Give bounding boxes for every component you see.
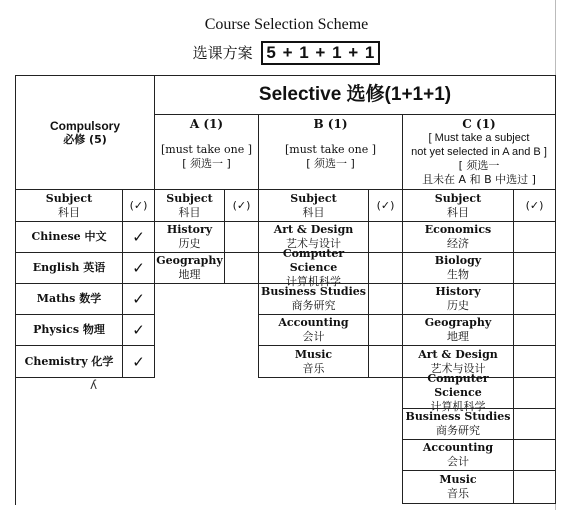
subject-header-b [258, 189, 369, 222]
a-check-cell[interactable] [224, 252, 259, 284]
c-check-cell[interactable] [513, 221, 556, 253]
group-c-label: C (1) [462, 117, 496, 131]
c-subject-cn: 艺术与设计 [430, 361, 486, 375]
subject-header-compulsory [15, 189, 123, 222]
compulsory-row-check[interactable] [122, 283, 155, 315]
group-b-note-en: [must take one ] [284, 143, 377, 156]
c-subject-cell [402, 408, 514, 440]
group-a-header [154, 114, 259, 190]
compulsory-row-name [15, 283, 123, 315]
a-subject-en: Geography [156, 254, 223, 267]
c-subject-en: Computer Science [427, 372, 489, 399]
c-subject-en: Geography [424, 316, 492, 329]
scheme-label: 选课方案 [192, 44, 253, 62]
checkmark-icon: ✓ [132, 228, 145, 246]
b-check-cell[interactable] [368, 345, 403, 378]
compulsory-subject-label: Physics 物理 [33, 323, 105, 336]
b-subject-cn: 艺术与设计 [286, 237, 341, 250]
checkmark-icon: ✓ [132, 352, 145, 371]
a-subject-cn: 历史 [178, 237, 201, 250]
subject-header-cn: 科目 [447, 205, 469, 219]
c-subject-cell [402, 470, 514, 504]
c-subject-en: Business Studies [405, 410, 511, 423]
c-subject-cell [402, 372, 514, 413]
a-subject-cell [154, 252, 225, 284]
c-subject-cell [402, 314, 514, 346]
compulsory-title: Compulsory [49, 118, 120, 133]
compulsory-subject-label: Chemistry 化学 [24, 354, 114, 368]
compulsory-header [15, 75, 155, 190]
group-b-header [258, 114, 403, 190]
b-subject-cn: 商务研究 [291, 299, 336, 312]
group-c-note-cn2: 且未在 A 和 B 中选过 ] [422, 173, 536, 186]
c-subject-cn: 会计 [447, 455, 469, 468]
subject-header-en: Subject [290, 191, 337, 205]
c-subject-cn: 音乐 [447, 487, 469, 500]
compulsory-row-check[interactable] [122, 345, 155, 378]
selective-header [154, 75, 556, 115]
b-check-cell[interactable] [368, 283, 403, 315]
compulsory-row-name [15, 314, 123, 346]
group-c-note-line2: not yet selected in A and B ] [411, 146, 547, 158]
b-subject-en: Computer Science [282, 247, 345, 274]
document-left-border [15, 377, 16, 505]
c-subject-cn: 经济 [447, 237, 469, 250]
c-subject-cn: 历史 [447, 299, 469, 312]
subject-header-cn: 科目 [178, 205, 201, 219]
group-b-label: B (1) [313, 117, 348, 131]
c-subject-cell [402, 439, 514, 471]
c-subject-cell [402, 283, 514, 315]
selective-title: Selective 选修(1+1+1) [258, 84, 452, 105]
c-subject-cell [402, 252, 514, 284]
b-subject-cell [258, 345, 369, 378]
subject-header-en: Subject [45, 191, 93, 205]
compulsory-row-name [15, 345, 123, 378]
b-subject-cell [258, 247, 369, 288]
c-check-cell[interactable] [513, 439, 556, 471]
c-subject-en: Music [439, 473, 477, 486]
compulsory-subject-label: Chinese 中文 [31, 230, 107, 243]
check-header-label: (✓) [129, 198, 148, 212]
check-header-compulsory [122, 189, 155, 222]
checkmark-icon: ✓ [132, 290, 145, 308]
b-check-cell[interactable] [368, 221, 403, 253]
b-check-cell[interactable] [368, 314, 403, 346]
compulsory-count: 必修 (5) [63, 132, 107, 146]
check-header-c [513, 189, 556, 222]
c-subject-en: Accounting [422, 441, 494, 454]
check-header-label: (✓) [376, 198, 395, 212]
c-subject-cn: 计算机科学 [430, 400, 486, 413]
c-check-cell[interactable] [513, 252, 556, 284]
a-subject-en: History [166, 223, 213, 236]
c-subject-en: History [435, 285, 481, 298]
group-c-note-line1: [ Must take a subject [428, 132, 530, 144]
b-subject-cell [258, 314, 369, 346]
check-header-a [224, 189, 259, 222]
c-subject-cn: 地理 [447, 330, 469, 343]
check-header-label: (✓) [525, 198, 544, 212]
b-subject-en: Business Studies [261, 285, 366, 298]
compulsory-subject-label: English 英语 [32, 261, 106, 274]
c-subject-en: Art & Design [418, 347, 498, 361]
handwritten-mark: ʎ [90, 378, 98, 392]
a-subject-cn: 地理 [178, 268, 201, 281]
group-c-note-cn1: [ 须选一 [458, 159, 500, 172]
group-a-note-en: [must take one ] [160, 143, 253, 156]
scheme-subtitle [0, 41, 573, 65]
c-check-cell[interactable] [513, 377, 556, 409]
b-subject-cn: 会计 [302, 330, 325, 343]
group-a-note-cn: [ 须选一 ] [182, 157, 231, 170]
a-subject-cell [154, 221, 225, 253]
scheme-formula: 5 + 1 + 1 + 1 [261, 41, 380, 65]
c-subject-cn: 商务研究 [436, 424, 480, 437]
checkmark-icon: ✓ [132, 321, 145, 339]
compulsory-row-check[interactable] [122, 314, 155, 346]
b-subject-en: Accounting [278, 316, 349, 329]
a-check-cell[interactable] [224, 221, 259, 253]
document-title: Course Selection Scheme [204, 16, 369, 33]
subject-header-en: Subject [166, 191, 213, 205]
group-b-note-cn: [ 须选一 ] [306, 157, 355, 170]
b-subject-en: Art & Design [273, 223, 354, 236]
c-check-cell[interactable] [513, 283, 556, 315]
group-a-label: A (1) [189, 117, 224, 131]
b-subject-cn: 计算机科学 [286, 275, 341, 288]
b-check-cell[interactable] [368, 252, 403, 284]
b-subject-en: Music [294, 347, 333, 361]
c-subject-cell [402, 221, 514, 253]
subject-header-c [402, 189, 514, 222]
compulsory-subject-label: Maths 数学 [36, 292, 102, 305]
c-subject-en: Biology [434, 254, 482, 267]
subject-header-cn: 科目 [58, 205, 80, 219]
b-subject-cn: 音乐 [302, 361, 325, 375]
checkmark-icon: ✓ [132, 259, 145, 277]
compulsory-row-check[interactable] [122, 252, 155, 284]
c-subject-en: Economics [424, 223, 492, 236]
c-check-cell[interactable] [513, 345, 556, 378]
c-subject-cn: 生物 [447, 268, 469, 281]
b-subject-cell [258, 283, 369, 315]
subject-header-cn: 科目 [302, 205, 325, 219]
compulsory-row-name [15, 221, 123, 253]
c-check-cell[interactable] [513, 408, 556, 440]
subject-header-a [154, 189, 225, 222]
check-header-label: (✓) [232, 198, 251, 212]
c-check-cell[interactable] [513, 470, 556, 504]
compulsory-row-check[interactable] [122, 221, 155, 253]
compulsory-row-name [15, 252, 123, 284]
check-header-b [368, 189, 403, 222]
subject-header-en: Subject [434, 191, 482, 205]
group-c-header [402, 114, 556, 190]
c-check-cell[interactable] [513, 314, 556, 346]
